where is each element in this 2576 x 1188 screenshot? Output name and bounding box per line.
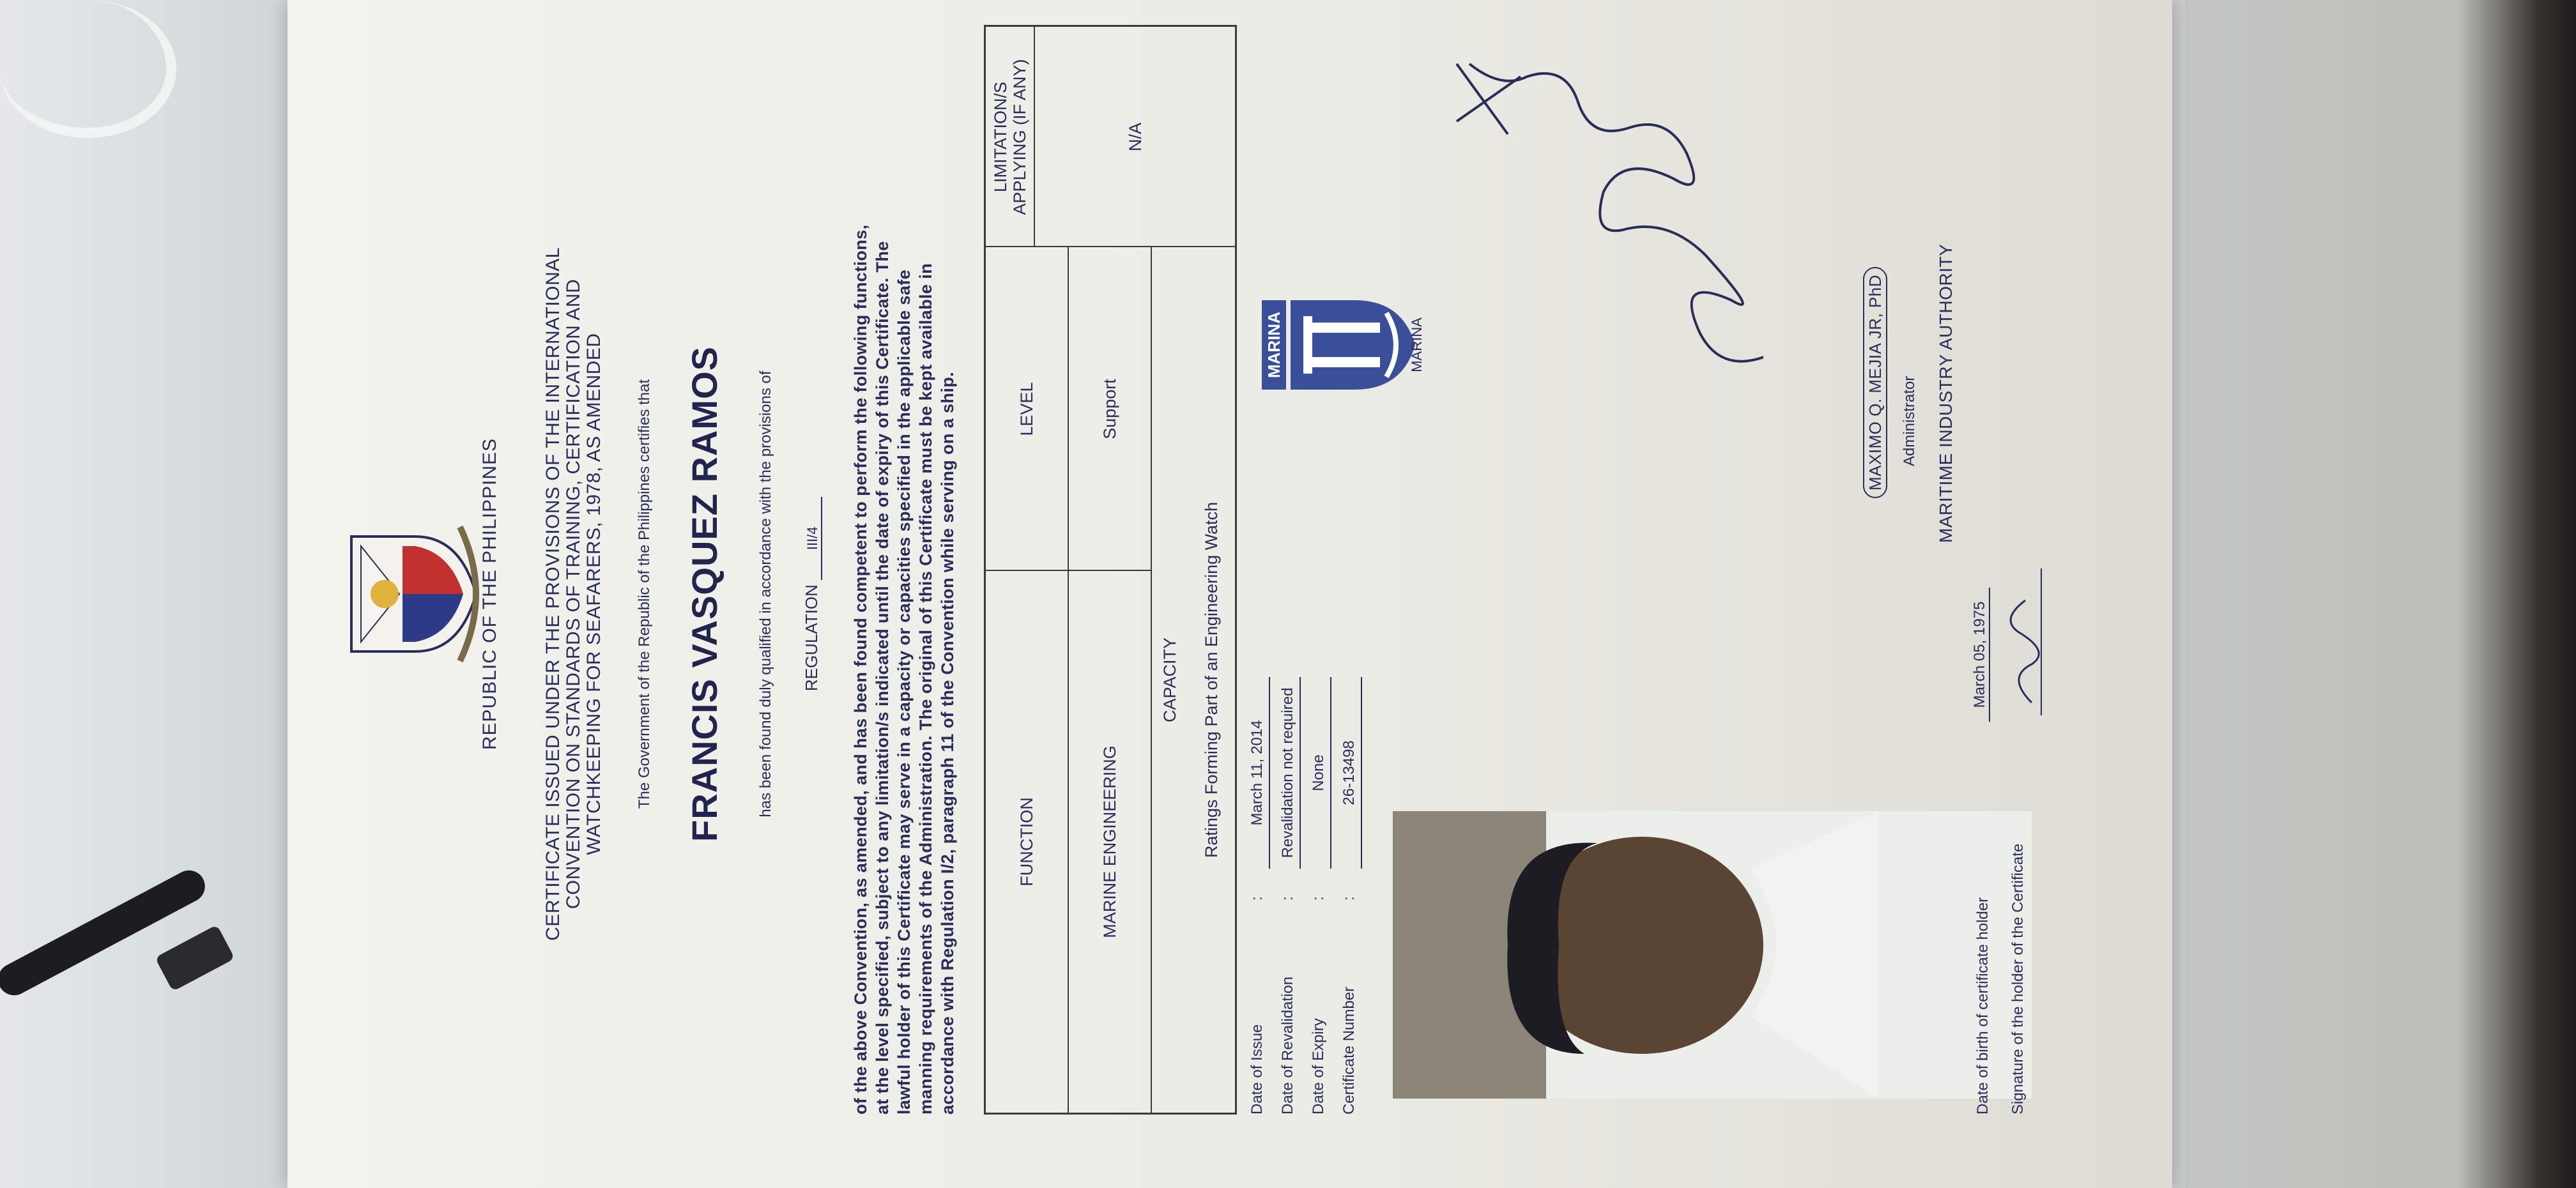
field-row <box>1338 740 1361 1115</box>
signatory-title: Administrator <box>1901 376 1918 466</box>
holder-signature <box>1993 562 2051 722</box>
marina-logo-text: MARINA <box>1264 312 1284 378</box>
level-value: Support <box>1100 379 1119 439</box>
field-label: Certificate Number <box>1340 986 1358 1115</box>
level-header: LEVEL <box>1017 382 1036 436</box>
field-label: Date of Revalidation <box>1279 976 1296 1115</box>
certificate-sheet <box>288 0 2172 1188</box>
field-row <box>1307 754 1330 1115</box>
person-photo-icon <box>1393 811 2032 1099</box>
birth-date-label: Date of birth of certificate holder <box>1974 897 1991 1115</box>
field-colon: : <box>1310 896 1327 901</box>
field-label: Date of Expiry <box>1310 1018 1327 1115</box>
marina-logo-icon <box>1259 294 1418 396</box>
white-string <box>0 0 176 138</box>
field-row <box>1246 720 1269 1115</box>
paragraph-line: lawful holder of this Certificate may serve in a capacity or capacities specified in the applicable safe <box>894 269 914 1115</box>
paragraph-line: of the above Convention, as amended, and has been found competent to perform the following functions, <box>851 224 870 1115</box>
holder-photo <box>1393 811 2032 1099</box>
paragraph-line: at the level specified, subject to any limitation/s indicated until the date of expiry of this Certificate. The <box>873 241 892 1115</box>
paragraph-line: manning requirements of the Administration. The original of this Certificate must be kept available in <box>916 263 935 1115</box>
limitations-value: N/A <box>1125 123 1145 152</box>
signatory-name-text: MAXIMO Q. MEJIA JR, PhD <box>1863 267 1887 498</box>
administrator-signature <box>1431 38 1763 422</box>
function-table <box>984 25 1237 1115</box>
field-label: Date of Issue <box>1248 1024 1266 1115</box>
field-colon: : <box>1248 896 1266 901</box>
field-colon: : <box>1340 896 1358 901</box>
birth-date-value: March 05, 1975 <box>1971 588 1990 722</box>
philippine-seal-icon <box>332 524 479 664</box>
convention-heading <box>543 0 604 1188</box>
holder-signature-label: Signature of the holder of the Certificate <box>2009 843 2027 1115</box>
qualified-text: has been found duly qualified in accordance with the provisions of <box>757 370 774 818</box>
function-value: MARINE ENGINEERING <box>1100 745 1119 938</box>
paragraph-line: accordance with Regulation I/2, paragraph 11 of the Convention while serving on a ship. <box>938 371 957 1115</box>
function-header: FUNCTION <box>1017 797 1036 887</box>
convention-line: WATCHKEEPING FOR SEAFARERS, 1978, AS AMENDED <box>583 333 604 855</box>
signatory-name <box>1866 267 1885 498</box>
holder-name: FRANCIS VASQUEZ RAMOS <box>684 346 724 842</box>
capacity-header: CAPACITY <box>1160 637 1179 723</box>
field-row <box>1276 687 1300 1115</box>
field-value: None <box>1307 677 1331 869</box>
regulation-label: REGULATION <box>802 584 821 692</box>
certifies-text: The Government of the Republic of the Philippines certifies that <box>636 379 653 809</box>
field-value: March 11, 2014 <box>1246 677 1270 869</box>
republic-heading: REPUBLIC OF THE PHILIPPINES <box>479 438 500 750</box>
field-value: Revalidation not required <box>1276 677 1301 869</box>
table-surface <box>0 0 307 1188</box>
regulation-line <box>802 0 822 1188</box>
capacity-value: Ratings Forming Part of an Engineering Watch <box>1201 501 1221 858</box>
field-value: 26-13498 <box>1338 677 1362 869</box>
convention-line: CERTIFICATE ISSUED UNDER THE PROVISIONS OF THE INTERNATIONAL <box>542 247 564 941</box>
marina-caption: MARINA <box>1409 317 1425 372</box>
authority-name: MARITIME INDUSTRY AUTHORITY <box>1936 243 1956 543</box>
limitations-header: LIMITATION/S APPLYING (IF ANY) <box>990 59 1029 215</box>
regulation-value: III/4 <box>804 497 822 580</box>
competency-paragraph <box>850 73 958 1115</box>
background-surface <box>2185 0 2576 1188</box>
field-colon: : <box>1279 896 1296 901</box>
convention-line: CONVENTION ON STANDARDS OF TRAINING, CERTIFICATION AND <box>563 278 584 910</box>
